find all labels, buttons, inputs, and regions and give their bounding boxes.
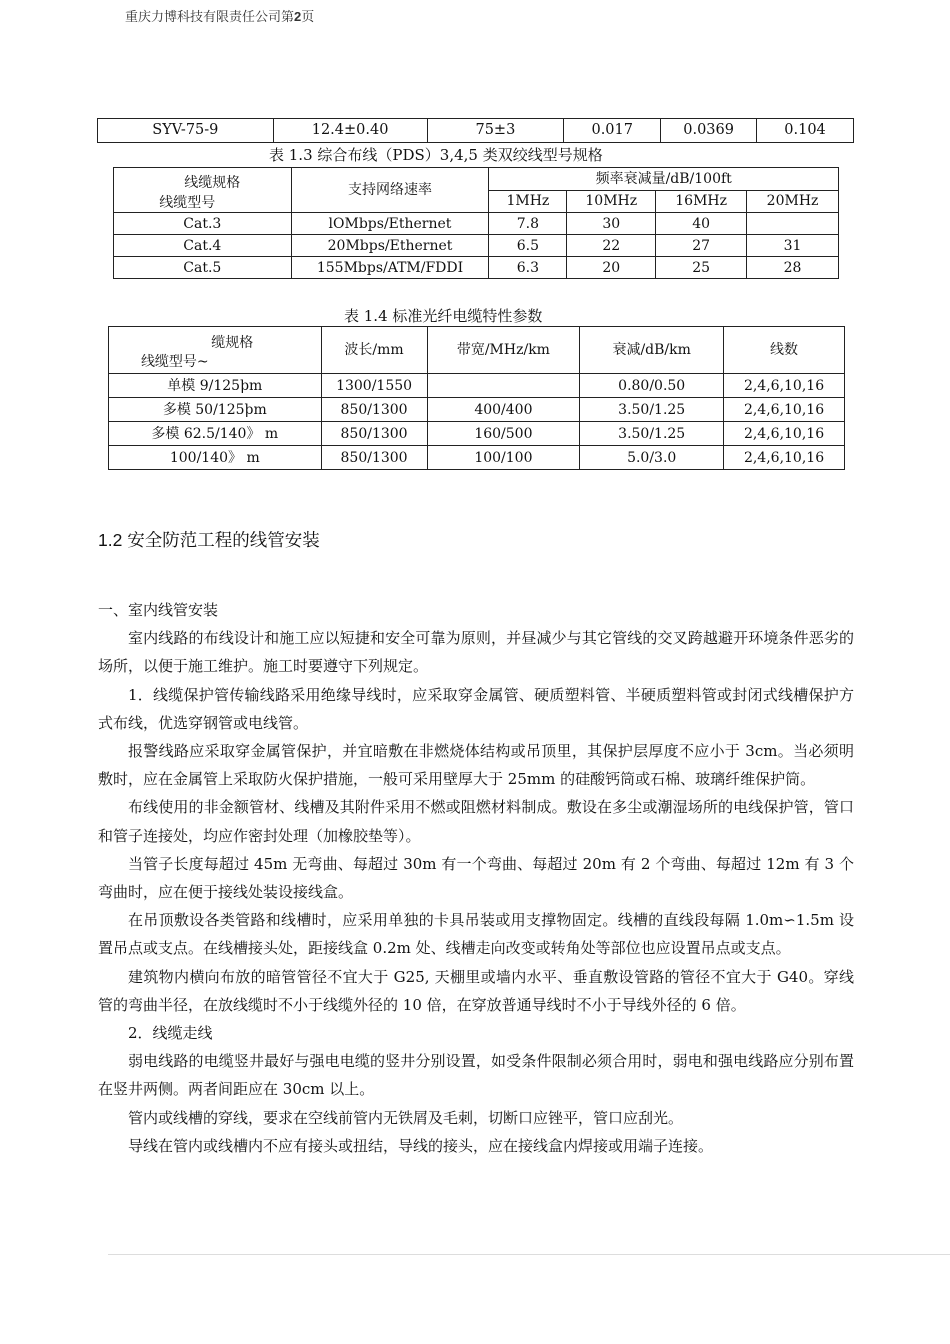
table-cell: 1300/1550 <box>321 374 427 398</box>
table-cell: SYV-75-9 <box>98 119 274 143</box>
table-cell: 850/1300 <box>321 446 427 470</box>
paragraph: 布线使用的非金额管材、线槽及其附件采用不燃或阻燃材料制成。敷设在多尘或潮湿场所的电线保护管，管口和管子连接处，均应作密封处理（加橡胶垫等）。 <box>98 798 854 845</box>
table-cell: 850/1300 <box>321 422 427 446</box>
header-bandwidth: 带宽/MHz/km <box>427 327 580 374</box>
table-cell <box>427 374 580 398</box>
table-cell: 2,4,6,10,16 <box>724 398 845 422</box>
footer-divider <box>108 1254 950 1255</box>
body-text <box>98 596 854 1160</box>
table-row <box>114 235 839 257</box>
table-cell: 6.5 <box>489 235 567 257</box>
header-rate: 支持网络速率 <box>291 168 489 213</box>
table-cell: 28 <box>747 257 839 279</box>
table-cell: 7.8 <box>489 213 567 235</box>
table-row <box>109 374 845 398</box>
table-cell: 2,4,6,10,16 <box>724 422 845 446</box>
table-cell: Cat.3 <box>114 213 292 235</box>
table-row <box>109 446 845 470</box>
header-freq: 10MHz <box>567 190 656 213</box>
header-page-number: 2 <box>294 9 302 24</box>
paragraph: 当管子长度每超过 45m 无弯曲、每超过 30m 有一个弯曲、每超过 20m 有 2 个弯曲、每超过 12m 有 3 个弯曲时，应在便于接线处装设接线盒。 <box>98 854 854 902</box>
twisted-pair-table <box>113 167 839 279</box>
table-cell: 100/100 <box>427 446 580 470</box>
header-spec: 缆规格 <box>211 335 254 351</box>
header-freq: 20MHz <box>747 190 839 213</box>
table-row <box>109 422 845 446</box>
table-cell: 5.0/3.0 <box>580 446 724 470</box>
header-spec-model-cell <box>114 168 292 213</box>
table-cell: 20 <box>567 257 656 279</box>
table-header-row <box>109 327 845 374</box>
table-1-4-caption: 表 1.4 标准光纤电缆特性参数 <box>344 307 543 325</box>
subsection-heading: 一、室内线管安装 <box>98 601 219 619</box>
table-cell: 75±3 <box>427 119 564 143</box>
header-spec: 线缆规格 <box>184 175 241 191</box>
table-cell: lOMbps/Ethernet <box>291 213 489 235</box>
header-freq: 1MHz <box>489 190 567 213</box>
header-wavelength: 波长/mm <box>321 327 427 374</box>
table-cell: 31 <box>747 235 839 257</box>
table-cell <box>747 213 839 235</box>
paragraph: 室内线路的布线设计和施工应以短捷和安全可靠为原则，并昼减少与其它管线的交叉跨越避开环境条件恶劣的场所，以便于施工维护。施工时要遵守下列规定。 <box>98 629 854 676</box>
header-model: 线缆型号~ <box>140 354 209 370</box>
table-cell: 22 <box>567 235 656 257</box>
header-freq: 16MHz <box>656 190 747 213</box>
table-cell: Cat.5 <box>114 257 292 279</box>
header-spec-model-cell <box>109 327 322 374</box>
header-attenuation: 衰减/dB/km <box>580 327 724 374</box>
coax-table-continued <box>97 118 854 143</box>
table-cell: 12.4±0.40 <box>273 119 427 143</box>
table-cell: 25 <box>656 257 747 279</box>
table-cell: 30 <box>567 213 656 235</box>
page-header <box>125 6 314 25</box>
table-cell: 160/500 <box>427 422 580 446</box>
paragraph: 报警线路应采取穿金属管保护，并宜暗敷在非燃烧体结构或吊顶里，其保护层厚度不应小于 3cm。当必须明敷时，应在金属管上采取防火保护措施，一般可采用壁厚大于 25mm 的硅酸钙筒或石棉、玻璃纤维保护筒。 <box>98 742 854 789</box>
table-cell: 400/400 <box>427 398 580 422</box>
paragraph: 1．线缆保护管传输线路采用绝缘导线时，应采取穿金属管、硬质塑料管、半硬质塑料管或封闭式线槽保护方式布线，优选穿钢管或电线管。 <box>98 685 854 732</box>
table-cell: 0.104 <box>757 119 854 143</box>
table-cell: 多模 50/125ϸm <box>109 398 322 422</box>
header-model: 线缆型号 <box>159 195 216 211</box>
paragraph: 管内或线槽的穿线，要求在空线前管内无铁屑及毛刺，切断口应锉平，管口应刮光。 <box>128 1108 684 1127</box>
section-title: 1.2 安全防范工程的线管安装 <box>98 530 320 550</box>
header-line-count: 线数 <box>724 327 845 374</box>
subsection-heading: 2．线缆走线 <box>128 1024 213 1043</box>
table-cell: 6.3 <box>489 257 567 279</box>
table-cell: 40 <box>656 213 747 235</box>
table-cell: 0.0369 <box>661 119 757 143</box>
fiber-cable-table <box>108 326 845 470</box>
table-cell: 2,4,6,10,16 <box>724 446 845 470</box>
paragraph: 弱电线路的电缆竖井最好与强电电缆的竖井分别设置，如受条件限制必须合用时，弱电和强电线路应分别布置在竖井两侧。两者间距应在 30cm 以上。 <box>98 1052 854 1099</box>
table-cell: 0.017 <box>564 119 661 143</box>
paragraph: 在吊顶敷设各类管路和线槽时，应采用单独的卡具吊装或用支撑物固定。线槽的直线段每隔 1.0m∽1.5m 设置吊点或支点。在线槽接头处，距接线盒 0.2m 处、线槽走向改变或转角处等部位也应设置吊点或支点。 <box>98 911 854 958</box>
table-1-3-caption: 表 1.3 综合布线（PDS）3,4,5 类双绞线型号规格 <box>269 146 603 164</box>
table-cell: Cat.4 <box>114 235 292 257</box>
table-cell: 100/140》 m <box>109 446 322 470</box>
paragraph: 建筑物内横向布放的暗管管径不宜大于 G25, 天棚里或墙内水平、垂直敷设管路的管径不宜大于 G40。穿线管的弯曲半径，在放线缆时不小于线缆外径的 10 倍，在穿放普通导线时不小于导线外径的 6 倍。 <box>98 967 854 1014</box>
table-cell: 3.50/1.25 <box>580 398 724 422</box>
table-cell: 3.50/1.25 <box>580 422 724 446</box>
table-cell: 单模 9/125ϸm <box>109 374 322 398</box>
table-cell: 850/1300 <box>321 398 427 422</box>
table-cell: 27 <box>656 235 747 257</box>
table-cell: 0.80/0.50 <box>580 374 724 398</box>
table-header-row <box>114 168 839 191</box>
table-row <box>109 398 845 422</box>
table-cell: 2,4,6,10,16 <box>724 374 845 398</box>
table-cell: 155Mbps/ATM/FDDI <box>291 257 489 279</box>
table-row <box>114 257 839 279</box>
header-attenuation: 频率衰减量/dB/100ft <box>489 168 839 191</box>
paragraph: 导线在管内或线槽内不应有接头或扭结，导线的接头，应在接线盒内焊接或用端子连接。 <box>128 1136 714 1155</box>
header-page-suffix: 页 <box>301 10 315 25</box>
table-cell: 20Mbps/Ethernet <box>291 235 489 257</box>
table-row <box>98 119 854 143</box>
table-cell: 多模 62.5/140》 m <box>109 422 322 446</box>
header-company: 重庆力博科技有限责任公司第 <box>125 10 295 25</box>
table-row <box>114 213 839 235</box>
